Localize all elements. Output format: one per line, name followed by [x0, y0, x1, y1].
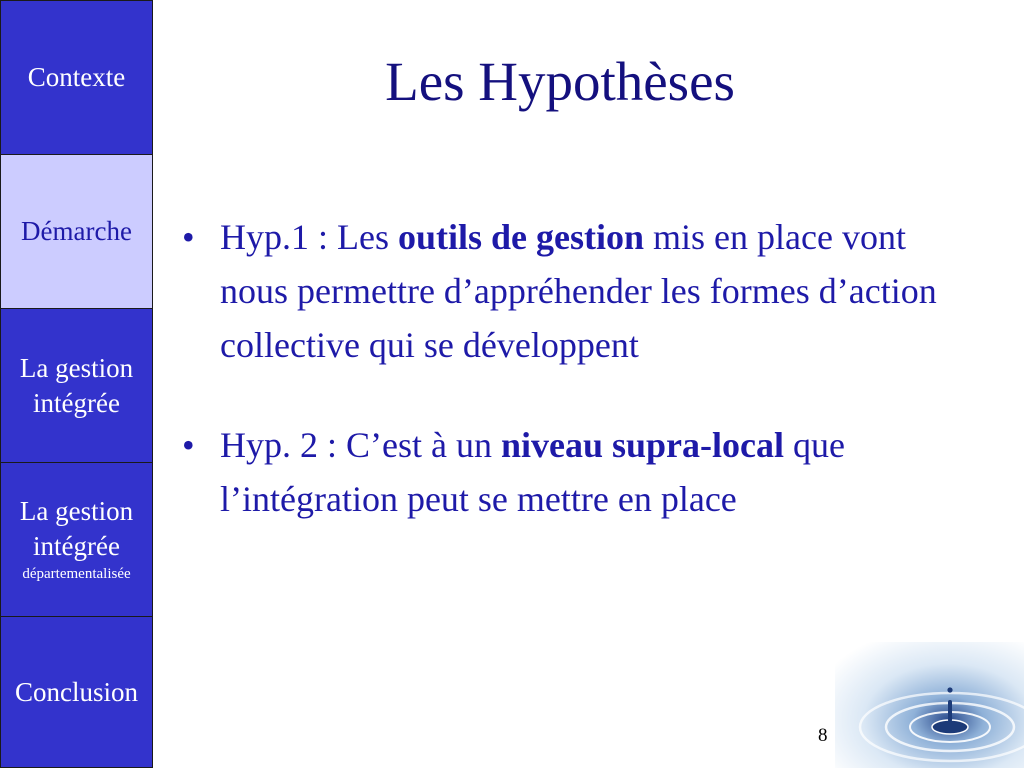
bullet-text: Hyp.1 : Les — [220, 217, 398, 257]
sidebar-item-contexte[interactable] — [0, 0, 153, 155]
bullet-item — [182, 210, 942, 372]
bullet-list — [182, 210, 942, 526]
sidebar-item-label: intégrée — [33, 531, 120, 561]
slide-title: Les Hypothèses — [385, 51, 735, 112]
sidebar-item-label: Démarche — [21, 216, 132, 247]
bullet-emphasis: outils de gestion — [397, 217, 645, 257]
bullet-emphasis: niveau supra-local — [500, 425, 784, 465]
sidebar-item-label: La gestion — [19, 496, 134, 527]
sidebar-item-demarche[interactable] — [0, 154, 153, 309]
sidebar-item-label: La gestion — [19, 352, 134, 383]
sidebar-item-conclusion[interactable] — [0, 616, 153, 768]
bullet-text: mis en place vont nous permettre d’appréhender les formes d’action collective qui se développent — [220, 217, 937, 365]
bullet-marker: • — [182, 425, 195, 465]
sidebar-item-sublabel: départementalisée — [22, 565, 131, 582]
sidebar-nav — [0, 0, 155, 768]
page-number: 8 — [818, 725, 828, 746]
sidebar-item-gestion-integree[interactable] — [0, 308, 153, 463]
sidebar-item-label: intégrée — [33, 387, 120, 418]
sidebar-item-label: Contexte — [27, 62, 126, 93]
bullet-marker: • — [182, 217, 195, 257]
bullet-text: que l’intégration peut se mettre en place — [220, 425, 845, 519]
water-drop-icon — [835, 642, 1024, 768]
bullet-text: Hyp. 2 : C’est à un — [220, 425, 501, 465]
sidebar-item-gestion-departementalisee[interactable] — [0, 462, 153, 617]
sidebar-item-label: Conclusion — [14, 676, 138, 707]
bullet-item — [182, 418, 942, 526]
